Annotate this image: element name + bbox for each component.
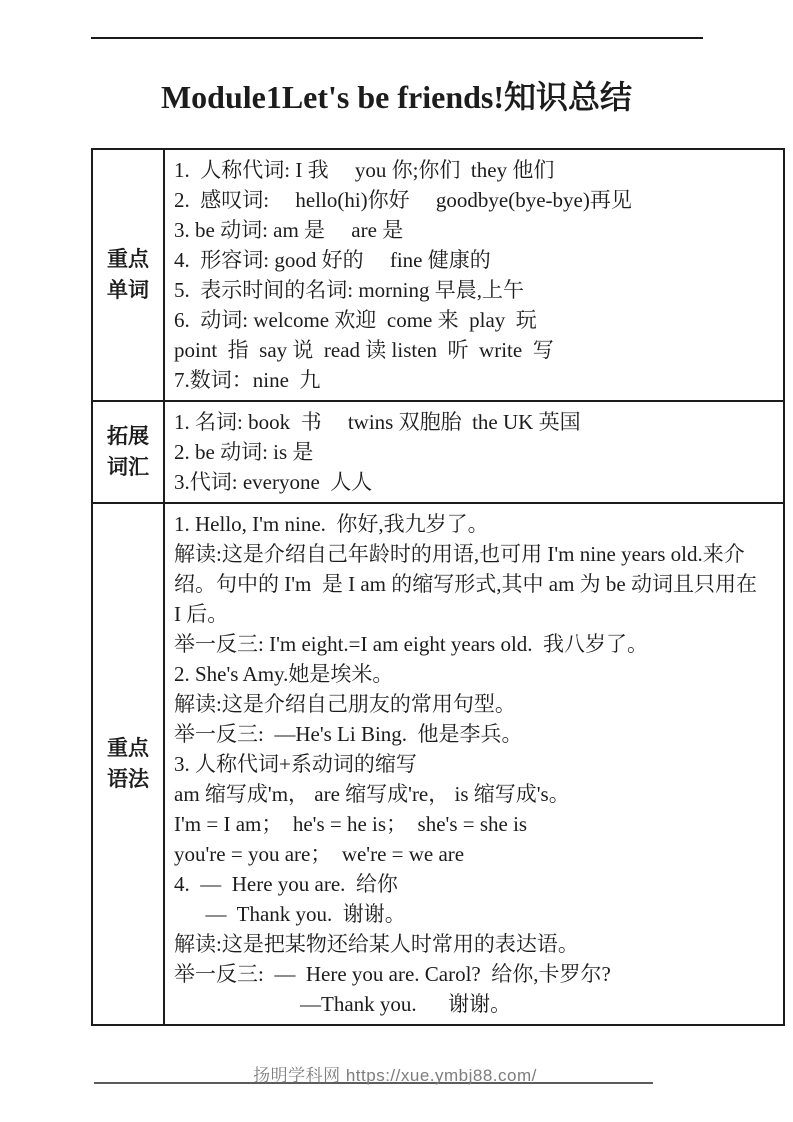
text-line: 解读:这是把某物还给某人时常用的表达语。 — [174, 932, 579, 956]
text-line: am 缩写成'm， are 缩写成're， is 缩写成's。 — [174, 782, 570, 806]
text-line: 解读:这是介绍自己朋友的常用句型。 — [174, 692, 516, 716]
page-title: Module1Let's be friends!知识总结 — [160, 79, 633, 115]
table-row-key-words — [92, 149, 784, 401]
text-line: 7.数词：nine 九 — [174, 368, 321, 392]
row-label-key-words — [92, 149, 164, 401]
text-line: 举一反三: —He's Li Bing. 他是李兵。 — [174, 722, 523, 746]
text-line: —Thank you. 谢谢。 — [174, 992, 512, 1016]
text-line: 5. 表示时间的名词: morning 早晨,上午 — [174, 278, 524, 302]
text-line: 3. be 动词: am 是 are 是 — [174, 218, 404, 242]
row-content-key-words — [164, 149, 784, 401]
text-line: 2. 感叹词: hello(hi)你好 goodbye(bye-bye)再见 — [174, 188, 632, 212]
table-row-extended-vocab — [92, 401, 784, 503]
text-line: 举一反三: — Here you are. Carol? 给你,卡罗尔? — [174, 962, 611, 986]
text-line: 语法 — [107, 767, 149, 791]
text-line: 绍。句中的 I'm 是 I am 的缩写形式,其中 am 为 be 动词且只用在 — [174, 572, 757, 596]
text-line: 1. Hello, I'm nine. 你好,我九岁了。 — [174, 512, 489, 536]
text-line: 重点 — [107, 247, 149, 271]
row-content-key-grammar — [164, 503, 784, 1025]
text-line: I 后。 — [174, 602, 229, 626]
text-line: 4. 形容词: good 好的 fine 健康的 — [174, 248, 491, 272]
text-line: 1. 人称代词: I 我 you 你;你们 they 他们 — [174, 158, 555, 182]
text-line: 4. — Here you are. 给你 — [174, 872, 398, 896]
text-line: 举一反三: I'm eight.=I am eight years old. 我八岁了。 — [174, 632, 649, 656]
text-line: I'm = I am； he's = he is； she's = she is — [174, 812, 528, 836]
text-line: 词汇 — [107, 455, 149, 479]
row-content-extended-vocab — [164, 401, 784, 503]
text-line: 2. be 动词: is 是 — [174, 440, 314, 464]
text-line: point 指 say 说 read 读 listen 听 write 写 — [174, 338, 554, 362]
table-row-key-grammar — [92, 503, 784, 1025]
text-line: 3.代词: everyone 人人 — [174, 470, 373, 494]
text-line: 1. 名词: book 书 twins 双胞胎 the UK 英国 — [174, 410, 581, 434]
text-line: 拓展 — [107, 424, 149, 448]
text-line: 6. 动词: welcome 欢迎 come 来 play 玩 — [174, 308, 537, 332]
summary-table — [91, 148, 785, 1026]
text-line: 2. She's Amy.她是埃米。 — [174, 662, 394, 686]
text-line: 3. 人称代词+系动词的缩写 — [174, 752, 417, 776]
header-rule — [91, 37, 703, 39]
row-label-extended-vocab — [92, 401, 164, 503]
text-line: — Thank you. 谢谢。 — [174, 902, 406, 926]
text-line: 重点 — [107, 736, 149, 760]
row-label-key-grammar — [92, 503, 164, 1025]
text-line: you're = you are； we're = we are — [174, 842, 465, 866]
text-line: 单词 — [107, 278, 149, 302]
text-line: 解读:这是介绍自己年龄时的用语,也可用 I'm nine years old.来介 — [174, 542, 745, 566]
footer-watermark: 扬明学科网 https://xue.ymbj88.com/ — [253, 1066, 537, 1085]
